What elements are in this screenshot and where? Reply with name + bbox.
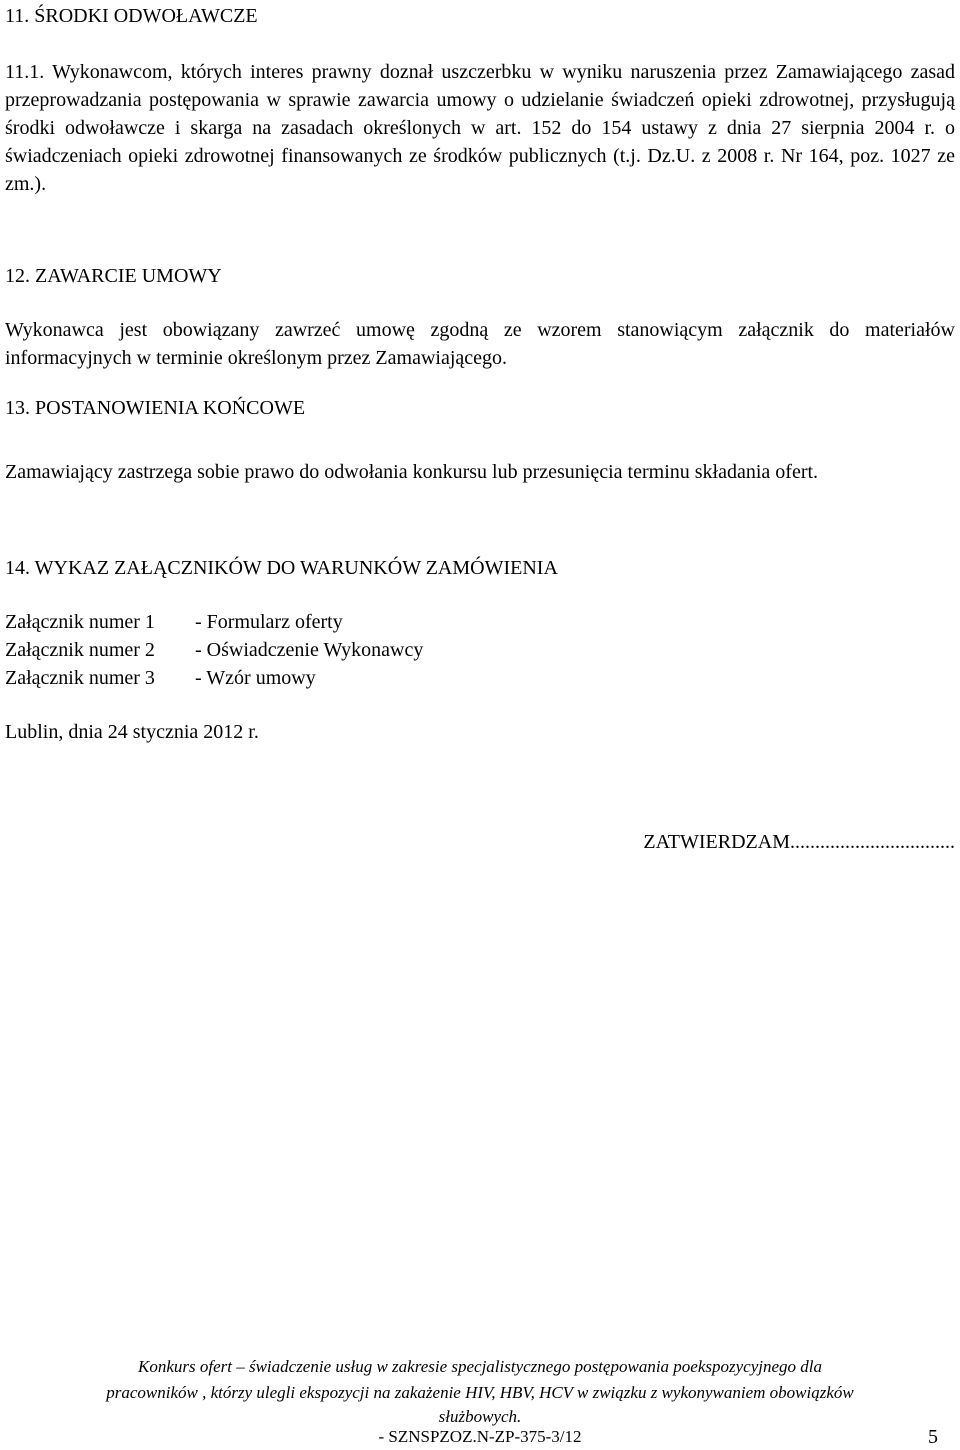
attachment-name: Załącznik numer 2 bbox=[5, 639, 155, 661]
attachment-desc: - Formularz oferty bbox=[195, 611, 343, 633]
section-11-paragraph: 11.1. Wykonawcom, których interes prawny doznał uszczerbku w wyniku naruszenia przez Zamawiającego zasad przeprowadzania postępowania w sprawie zawarcia umowy o udzielanie świadczeń opieki zdrowotnej, przysługują środki odwoławcze i skarga na zasadach określonych w art. 152 do 154 ustawy z dnia 27 sierpnia 2004 r. o świadczeniach opieki zdrowotnej finansowanych ze środków publicznych (t.j. Dz.U. z 2008 r. Nr 164, poz. 1027 ze zm.). bbox=[5, 61, 955, 195]
place-date: Lublin, dnia 24 stycznia 2012 r. bbox=[5, 721, 259, 743]
attachment-desc: - Oświadczenie Wykonawcy bbox=[195, 639, 424, 661]
approval-signature-line: ZATWIERDZAM................................. bbox=[643, 831, 955, 853]
page-number: 5 bbox=[928, 1426, 938, 1448]
section-12-heading: 12. ZAWARCIE UMOWY bbox=[5, 265, 222, 287]
footer-line-1: Konkurs ofert – świadczenie usług w zakresie specjalistycznego postępowania poekspozycyjnego dla bbox=[138, 1357, 822, 1376]
footer-line-3: służbowych. bbox=[438, 1407, 522, 1426]
footer-line-4: - SZNSPZOZ.N-ZP-375-3/12 bbox=[378, 1427, 582, 1446]
attachment-item bbox=[5, 636, 423, 664]
section-14-heading: 14. WYKAZ ZAŁĄCZNIKÓW DO WARUNKÓW ZAMÓWIENIA bbox=[5, 557, 558, 579]
attachment-name: Załącznik numer 1 bbox=[5, 611, 155, 633]
attachment-item bbox=[5, 664, 316, 692]
section-13-paragraph: Zamawiający zastrzega sobie prawo do odwołania konkursu lub przesunięcia terminu składania ofert. bbox=[5, 461, 819, 483]
section-11-heading: 11. ŚRODKI ODWOŁAWCZE bbox=[5, 5, 258, 27]
attachment-item bbox=[5, 608, 343, 636]
attachment-name: Załącznik numer 3 bbox=[5, 667, 155, 689]
section-12-paragraph: Wykonawca jest obowiązany zawrzeć umowę zgodną ze wzorem stanowiącym załącznik do materiałów informacyjnych w terminie określonym przez Zamawiającego. bbox=[5, 319, 955, 369]
attachment-desc: - Wzór umowy bbox=[195, 667, 316, 689]
footer-line-2: pracowników , którzy ulegli ekspozycji na zakażenie HIV, HBV, HCV w związku z wykonywaniem obowiązków bbox=[106, 1383, 854, 1402]
section-13-heading: 13. POSTANOWIENIA KOŃCOWE bbox=[5, 397, 306, 419]
